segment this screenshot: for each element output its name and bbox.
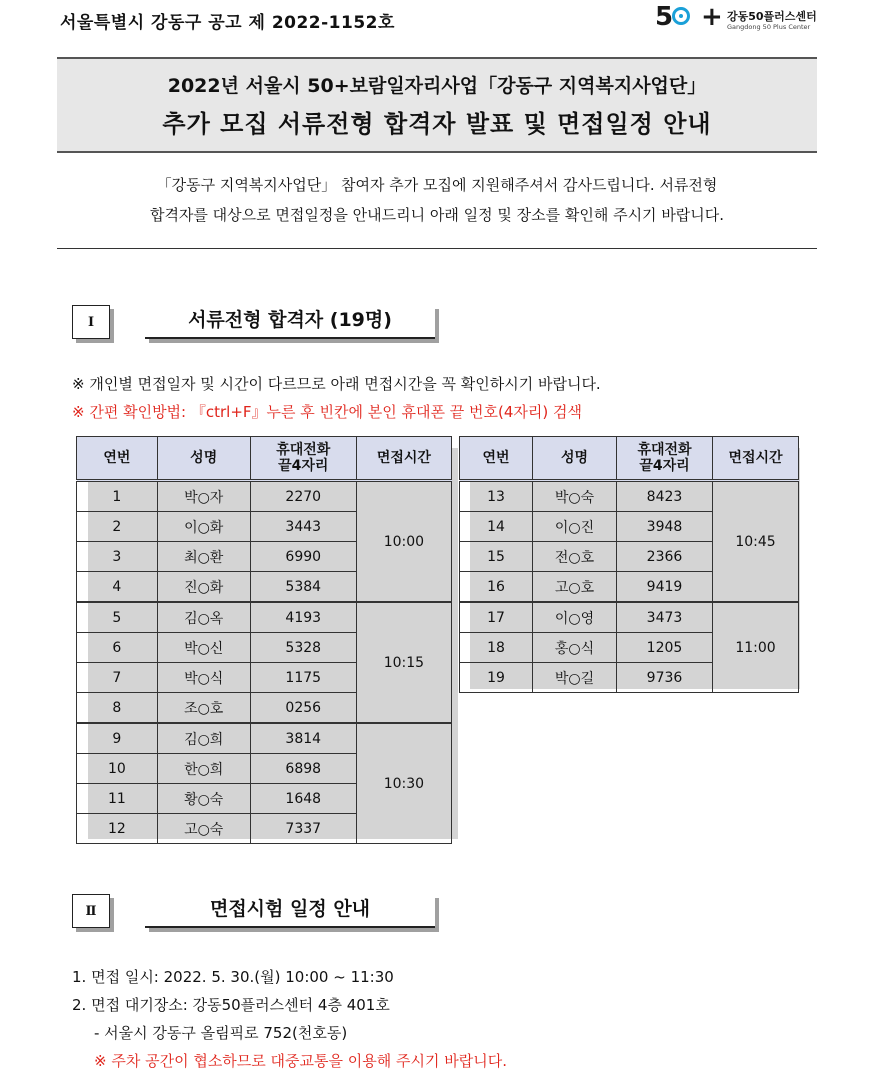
parking-note: ※ 주차 공간이 협소하므로 대중교통을 이용해 주시기 바랍니다. [94, 1052, 507, 1070]
row-phone-last4: 1175 [250, 663, 356, 693]
row-phone-last4: 2366 [617, 542, 713, 572]
passers-table-right [459, 436, 799, 693]
notice-number: 서울특별시 강동구 공고 제 2022-1152호 [60, 13, 395, 33]
center-logo [655, 2, 825, 36]
row-name: 박○신 [157, 633, 250, 663]
intro-line-1: 「강동구 지역복지사업단」 참여자 추가 모집에 지원해주셔서 감사드립니다. 서류전형 [156, 176, 718, 194]
row-number: 8 [77, 693, 158, 724]
row-number: 16 [460, 572, 533, 603]
header-phone-line1: 휴대전화 [637, 442, 692, 458]
header-name: 성명 [533, 437, 617, 481]
interview-time: 10:45 [713, 481, 799, 603]
row-number: 14 [460, 512, 533, 542]
row-number: 15 [460, 542, 533, 572]
row-name: 이○화 [157, 512, 250, 542]
row-number: 18 [460, 633, 533, 663]
logo-ring-icon [672, 7, 690, 25]
interview-time: 10:00 [356, 481, 451, 603]
logo-name-en: Gangdong 50 Plus Center [727, 23, 811, 31]
row-name: 김○희 [157, 723, 250, 754]
logo-name: 강동50플러스센터 [727, 10, 817, 23]
header-phone-line1: 휴대전화 [276, 442, 331, 458]
row-name: 박○숙 [533, 481, 617, 512]
header-phone-line2: 끝4자리 [278, 458, 329, 474]
passers-table-left [76, 436, 452, 844]
row-number: 7 [77, 663, 158, 693]
interview-time: 11:00 [713, 602, 799, 693]
divider [57, 248, 817, 249]
table-row [77, 723, 452, 754]
logo-plus: + [701, 2, 723, 32]
row-number: 19 [460, 663, 533, 693]
row-phone-last4: 9736 [617, 663, 713, 693]
section-2-number: Ⅱ [72, 894, 110, 928]
table-row [460, 602, 799, 633]
row-phone-last4: 1648 [250, 784, 356, 814]
row-name: 이○진 [533, 512, 617, 542]
row-name: 이○영 [533, 602, 617, 633]
section-1-title: 서류전형 합격자 (19명) [145, 305, 435, 339]
row-number: 3 [77, 542, 158, 572]
header-phone [617, 437, 713, 481]
row-phone-last4: 3948 [617, 512, 713, 542]
row-phone-last4: 6898 [250, 754, 356, 784]
header-name: 성명 [157, 437, 250, 481]
intro-line-2: 합격자를 대상으로 면접일정을 안내드리니 아래 일정 및 장소를 확인해 주시기 바랍니다. [149, 206, 725, 224]
row-phone-last4: 3443 [250, 512, 356, 542]
row-phone-last4: 3814 [250, 723, 356, 754]
header-phone [250, 437, 356, 481]
row-phone-last4: 9419 [617, 572, 713, 603]
schedule-address: - 서울시 강동구 올림픽로 752(천호동) [94, 1024, 348, 1042]
row-number: 1 [77, 481, 158, 512]
row-phone-last4: 1205 [617, 633, 713, 663]
row-number: 4 [77, 572, 158, 603]
search-tip-note: ※ 간편 확인방법: 『ctrl+F』누른 후 빈칸에 본인 휴대폰 끝 번호(4자리) 검색 [72, 403, 582, 421]
title-line-1: 2022년 서울시 50+보람일자리사업「강동구 지역복지사업단」 [167, 75, 707, 97]
title-banner [57, 57, 817, 153]
row-name: 황○숙 [157, 784, 250, 814]
row-number: 9 [77, 723, 158, 754]
row-name: 박○길 [533, 663, 617, 693]
row-phone-last4: 8423 [617, 481, 713, 512]
header-no: 연번 [77, 437, 158, 481]
row-number: 5 [77, 602, 158, 633]
row-number: 2 [77, 512, 158, 542]
logo-mark-number: 5 [655, 2, 673, 32]
interview-time: 10:30 [356, 723, 451, 844]
schedule-item-datetime: 1. 면접 일시: 2022. 5. 30.(월) 10:00 ~ 11:30 [72, 968, 394, 986]
section-1-number: Ⅰ [72, 305, 110, 339]
header-time: 면접시간 [356, 437, 451, 481]
table-row [460, 481, 799, 512]
row-name: 박○자 [157, 481, 250, 512]
row-name: 전○호 [533, 542, 617, 572]
row-name: 박○식 [157, 663, 250, 693]
row-name: 홍○식 [533, 633, 617, 663]
row-phone-last4: 2270 [250, 481, 356, 512]
schedule-item-location: 2. 면접 대기장소: 강동50플러스센터 4층 401호 [72, 996, 390, 1014]
row-number: 17 [460, 602, 533, 633]
row-phone-last4: 4193 [250, 602, 356, 633]
title-line-2: 추가 모집 서류전형 합격자 발표 및 면접일정 안내 [162, 110, 712, 138]
row-name: 진○화 [157, 572, 250, 603]
header-no: 연번 [460, 437, 533, 481]
interview-time-note: ※ 개인별 면접일자 및 시간이 다르므로 아래 면접시간을 꼭 확인하시기 바랍니다. [72, 375, 601, 393]
row-phone-last4: 6990 [250, 542, 356, 572]
row-number: 6 [77, 633, 158, 663]
table-row [77, 481, 452, 512]
header-time: 면접시간 [713, 437, 799, 481]
row-phone-last4: 0256 [250, 693, 356, 724]
row-name: 김○옥 [157, 602, 250, 633]
row-number: 11 [77, 784, 158, 814]
interview-schedule [72, 963, 507, 1075]
row-phone-last4: 5328 [250, 633, 356, 663]
row-phone-last4: 7337 [250, 814, 356, 844]
header-phone-line2: 끝4자리 [639, 458, 690, 474]
row-name: 최○환 [157, 542, 250, 572]
row-name: 한○희 [157, 754, 250, 784]
row-number: 13 [460, 481, 533, 512]
row-name: 고○숙 [157, 814, 250, 844]
table-row [77, 602, 452, 633]
row-number: 12 [77, 814, 158, 844]
row-number: 10 [77, 754, 158, 784]
row-name: 고○호 [533, 572, 617, 603]
interview-time: 10:15 [356, 602, 451, 723]
row-phone-last4: 3473 [617, 602, 713, 633]
row-name: 조○호 [157, 693, 250, 724]
row-phone-last4: 5384 [250, 572, 356, 603]
section-2-title: 면접시험 일정 안내 [145, 894, 435, 928]
intro-paragraph [57, 170, 817, 230]
